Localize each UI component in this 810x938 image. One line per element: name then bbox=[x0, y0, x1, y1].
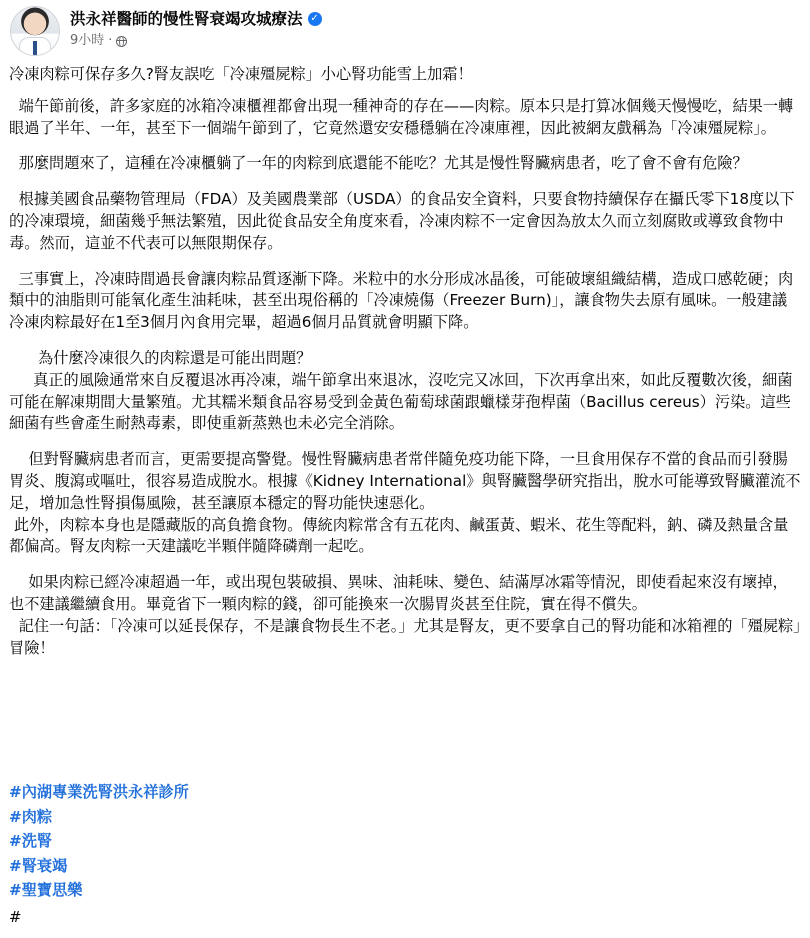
hashtag-link[interactable]: #內湖專業洗腎洪永祥診所 bbox=[9, 783, 189, 801]
trailing-hash: # bbox=[9, 908, 22, 926]
hashtag-link[interactable]: #洗腎 bbox=[9, 832, 53, 850]
page-name-link[interactable]: 洪永祥醫師的慢性腎衰竭攻城療法 bbox=[70, 10, 303, 28]
page-name-row bbox=[70, 8, 322, 30]
paragraph-quality: 三事實上，冷凍時間過長會讓肉粽品質逐漸下降。米粒中的水分形成冰晶後，可能破壞組織結構，造成口感乾硬；肉類中的油脂則可能氧化產生油耗味，甚至出現俗稱的「冷凍燒傷（Freezer Burn)」，讓食物失去原有風味。一般建議冷凍肉粽最好在1至3個月內食用完畢，超過6個月品質就會明顯下降。 bbox=[9, 269, 794, 332]
page-avatar[interactable] bbox=[10, 6, 60, 56]
paragraph-kidney: 但對腎臟病患者而言，更需要提高警覺。慢性腎臟病患者常伴隨免疫功能下降，一旦食用保存不當的食品而引發腸胃炎、腹瀉或嘔吐，很容易造成脫水。根據《Kidney International》與腎臟醫學研究指出，脫水可能導致腎臟灌流不足，增加急性腎損傷風險，甚至讓原本穩定的腎功能快速惡化。 此外，肉粽本身也是隱藏版的高負擔食物。傳統肉粽常含有五花肉、鹹蛋黃、蝦米、花生等配料，鈉、磷及熱量含量都偏高。腎友肉粽一天建議吃半顆伴隨降磷劑一起吃。 bbox=[9, 450, 801, 556]
paragraph-risk: 為什麼冷凍很久的肉粽還是可能出問題？ 真正的風險通常來自反覆退冰再冷凍，端午節拿出來退冰，沒吃完又冰回，下次再拿出來，如此反覆數次後，細菌可能在解凍期間大量繁殖。尤其糯米類食品容易受到金黃色葡萄球菌跟蠟樣芽孢桿菌（Bacillus cereus）污染。這些細菌有些會產生耐熱毒素，即使重新蒸熟也未必完全消除。 bbox=[9, 348, 793, 433]
paragraph-question: 那麼問題來了，這種在冷凍櫃躺了一年的肉粽到底還能不能吃？尤其是慢性腎臟病患者，吃了會不會有危險？ bbox=[9, 154, 748, 173]
post-meta bbox=[70, 6, 322, 50]
hashtag-link[interactable]: #聖寶思樂 bbox=[9, 881, 83, 899]
verified-badge-icon: ✓ bbox=[308, 12, 322, 26]
avatar-tie bbox=[33, 41, 37, 55]
paragraph-conclusion: 如果肉粽已經冷凍超過一年，或出現包裝破損、異味、油耗味、變色、結滿厚冰霜等情況，即使看起來沒有壞掉，也不建議繼續食用。畢竟省下一顆肉粽的錢，卻可能換來一次腸胃炎甚至住院，實在得不償失。 記住一句話：「冷凍可以延長保存，不是讓食物長生不老。」尤其是腎友，更不要拿自己的腎功能和冰箱裡的「殭屍粽」冒險！ bbox=[9, 573, 801, 657]
hashtag-link[interactable]: #腎衰竭 bbox=[9, 856, 68, 875]
post-header bbox=[10, 6, 322, 58]
post-time-row bbox=[70, 32, 322, 50]
paragraph-intro: 端午節前後，許多家庭的冰箱冷凍櫃裡都會出現一種神奇的存在——肉粽。原本只是打算冰個幾天慢慢吃，結果一轉眼過了半年、一年，甚至下一個端午節到了，它竟然還安安穩穩躺在冷凍庫裡，因此被網友戲稱為「冷凍殭屍粽」。 bbox=[9, 96, 794, 137]
meta-separator: · bbox=[108, 33, 113, 48]
post-timestamp[interactable]: 9小時 bbox=[70, 33, 105, 48]
paragraph-fda: 根據美國食品藥物管理局（FDA）及美國農業部（USDA）的食品安全資料，只要食物持續保存在攝氏零下18度以下的冷凍環境，細菌幾乎無法繁殖，因此從食品安全角度來看，冷凍肉粽不一定會因為放太久而立刻腐敗或導致食物中毒。然而，這並不代表可以無限期保存。 bbox=[9, 190, 795, 252]
globe-icon[interactable] bbox=[116, 36, 127, 47]
post-title-line: 冷凍肉粽可保存多久?腎友誤吃「冷凍殭屍粽」小心腎功能雪上加霜！ bbox=[9, 65, 473, 83]
hashtag-list bbox=[9, 780, 189, 903]
hashtag-link[interactable]: #肉粽 bbox=[9, 807, 53, 826]
post-body bbox=[9, 64, 801, 659]
